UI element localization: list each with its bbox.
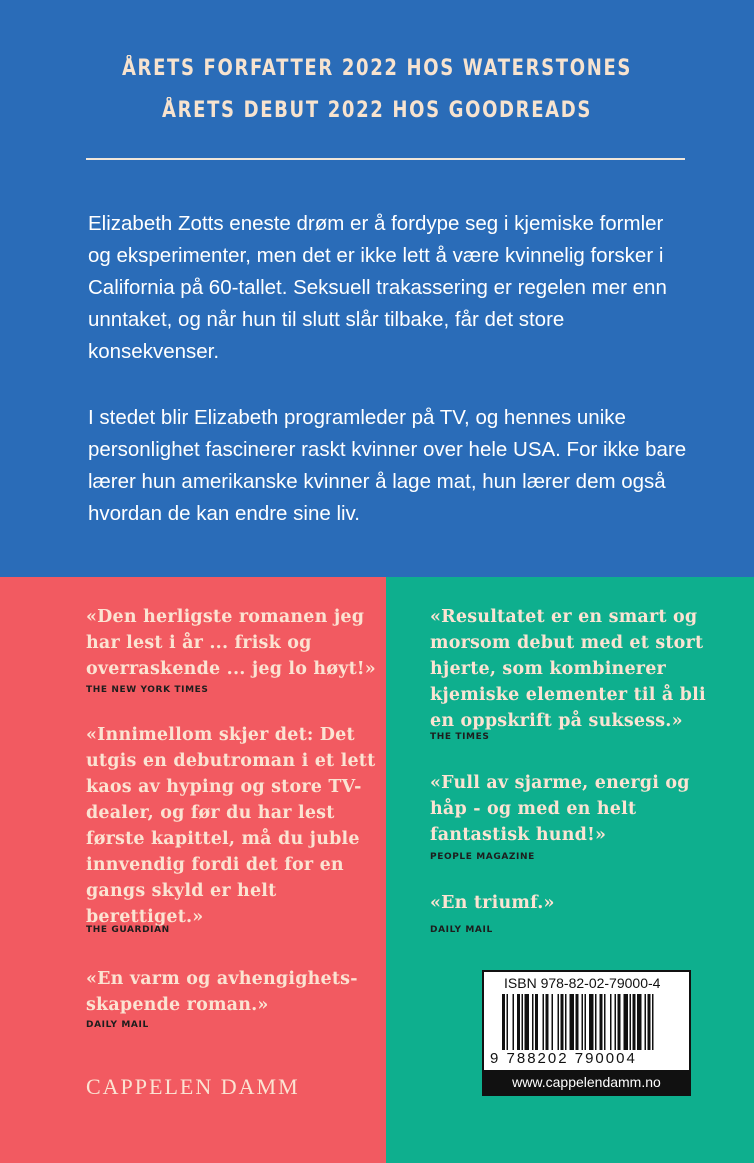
review-quote-daily-mail-1: «En varm og avhengighets-skapende roman.»: [86, 969, 358, 1015]
award-line-2: ÅRETS DEBUT 2022 HOS GOODREADS: [161, 98, 593, 123]
barcode-bar: [546, 994, 549, 1050]
barcode-bar: [652, 994, 654, 1050]
isbn-label: ISBN 978-82-02-79000-4: [504, 975, 661, 991]
barcode-bars: [502, 994, 688, 1050]
barcode-bar: [589, 994, 594, 1050]
barcode-bar: [633, 994, 636, 1050]
blurb-paragraph-1: Elizabeth Zotts eneste drøm er å fordype seg i kjemiske formler og eksperimenter, men det er ikke lett å være kvinnelig forsker i California på 60-tallet. Seksuell trakassering er regelen mer enn unntaket, og når hun til slutt slår tilbake, får det store konsekvenser.: [88, 212, 667, 363]
barcode-bar: [585, 994, 587, 1050]
barcode-bar: [630, 994, 632, 1050]
barcode-bar: [507, 994, 509, 1050]
barcode-bar: [522, 994, 524, 1050]
barcode-bar: [558, 994, 560, 1050]
review-source-daily-mail-2: DAILY MAIL: [430, 925, 493, 935]
review-source-people: PEOPLE MAGAZINE: [430, 852, 535, 862]
barcode-bar: [618, 994, 621, 1050]
barcode-bar: [502, 994, 505, 1050]
review-quote-nyt: «Den herligste romanen jeg har lest i år ... frisk og overraskende ... jeg lo høyt!»: [86, 607, 376, 679]
barcode-bar: [624, 994, 629, 1050]
blurb-paragraph-2: I stedet blir Elizabeth programleder på TV, og hennes unike personlighet fascinerer raskt kvinner over hele USA. For ikke bare lærer hun amerikanske kvinner å lage mat, hun lærer dem også hvordan de kan endre sine liv.: [88, 406, 687, 525]
barcode-bar: [637, 994, 642, 1050]
barcode-bar: [648, 994, 651, 1050]
divider-rule: [86, 158, 685, 160]
review-source-guardian: THE GUARDIAN: [86, 925, 170, 935]
barcode-bar: [610, 994, 612, 1050]
publisher-logo: CAPPELEN DAMM: [86, 1074, 300, 1099]
barcode-bar: [600, 994, 603, 1050]
review-source-times: THE TIMES: [430, 732, 490, 742]
review-source-daily-mail-1: DAILY MAIL: [86, 1020, 149, 1030]
barcode-bar: [561, 994, 564, 1050]
review-source-nyt: THE NEW YORK TIMES: [86, 685, 209, 695]
barcode-bar: [513, 994, 515, 1050]
barcode-bar: [525, 994, 530, 1050]
barcode-bar: [543, 994, 545, 1050]
barcode-bar: [570, 994, 575, 1050]
barcode-bar: [595, 994, 597, 1050]
barcode-bar: [604, 994, 606, 1050]
top-blue-panel: [0, 0, 754, 577]
publisher-url: www.cappelendamm.no: [484, 1070, 689, 1094]
barcode-bar: [582, 994, 584, 1050]
review-quote-people: «Full av sjarme, energi og håp - og med en helt fantastisk hund!»: [430, 773, 690, 845]
barcode-bar: [532, 994, 534, 1050]
barcode-digits: 9 788202 790004: [490, 1050, 637, 1067]
review-quote-guardian: «Innimellom skjer det: Det utgis en debutroman i et lett kaos av hyping og store TV-dealer, og før du har lest første kapittel, må du juble innvendig fordi det for en gangs skyld er helt berettiget.»: [86, 725, 376, 927]
barcode-bar: [645, 994, 647, 1050]
barcode-bar: [576, 994, 579, 1050]
barcode-bar: [565, 994, 567, 1050]
review-quote-times: «Resultatet er en smart og morsom debut med et stort hjerte, som kombinerer kjemiske elementer til å bli en oppskrift på suksess.»: [430, 607, 706, 731]
barcode-bar: [552, 994, 554, 1050]
award-line-1: ÅRETS FORFATTER 2022 HOS WATERSTONES: [121, 56, 633, 81]
review-quote-daily-mail-2: «En triumf.»: [430, 893, 555, 913]
barcode-bar: [615, 994, 617, 1050]
isbn-barcode: [482, 970, 691, 1096]
barcode-bar: [535, 994, 538, 1050]
barcode-bar: [517, 994, 520, 1050]
